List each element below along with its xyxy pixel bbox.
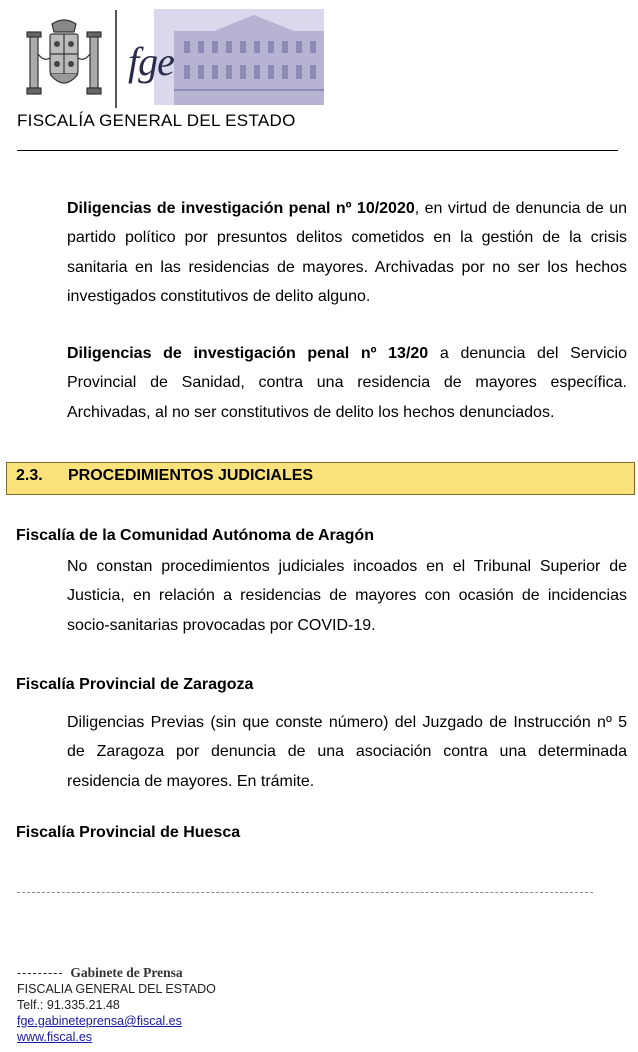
footer-dashed-separator — [17, 892, 593, 893]
paragraph-bold-lead: Diligencias de investigación penal nº 13/20 — [67, 345, 429, 362]
paragraph-body: , en virtud de denuncia de un partido político por presuntos delitos cometidos en la gestión de la crisis sanitaria en las residencias de mayores. Archivadas por no ser los hechos investigados constitutivos de delito alguno. — [67, 200, 628, 305]
coat-of-arms-logo — [24, 14, 104, 106]
footer-department — [17, 965, 183, 981]
section-number: 2.3. — [16, 467, 43, 484]
footer-lead-dashes: --------- — [17, 966, 64, 980]
header-rule — [17, 150, 618, 151]
footer-dept-name: Gabinete de Prensa — [70, 965, 183, 980]
fge-logo-text: fge — [128, 39, 174, 84]
subsection-heading-aragon: Fiscalía de la Comunidad Autónoma de Aragón — [16, 527, 374, 544]
building-logo — [154, 9, 324, 105]
header-divider — [115, 10, 117, 108]
footer-email — [17, 1013, 182, 1029]
subsection-heading-huesca: Fiscalía Provincial de Huesca — [16, 824, 241, 841]
subsection-text-aragon: No constan procedimientos judiciales incoados en el Tribunal Superior de Justicia, en relación a residencias de mayores con ocasión de incidencias socio-sanitarias provocadas por COVID-19. — [67, 558, 627, 634]
website-link[interactable]: www.fiscal.es — [17, 1030, 93, 1044]
organization-name: FISCALÍA GENERAL DEL ESTADO — [17, 111, 296, 130]
paragraph-diligencias-10-2020 — [67, 194, 627, 311]
footer-phone: Telf.: 91.335.21.48 — [17, 998, 120, 1012]
footer-organization: FISCALIA GENERAL DEL ESTADO — [17, 982, 216, 996]
paragraph-bold-lead: Diligencias de investigación penal nº 10/2020 — [67, 200, 415, 217]
email-link[interactable]: fge.gabineteprensa@fiscal.es — [17, 1014, 182, 1028]
footer-website — [17, 1029, 92, 1045]
paragraph-body: a denuncia del Servicio Provincial de Sanidad, contra una residencia de mayores específica. Archivadas, al no ser constitutivos de delito los hechos denunciados. — [67, 345, 627, 421]
subsection-text-zaragoza: Diligencias Previas (sin que conste número) del Juzgado de Instrucción nº 5 de Zaragoza por denuncia de una asociación contra una determinada residencia de mayores. En trámite. — [67, 714, 627, 790]
subsection-heading-zaragoza: Fiscalía Provincial de Zaragoza — [16, 676, 254, 693]
paragraph-diligencias-13-20 — [67, 339, 627, 427]
section-title: PROCEDIMIENTOS JUDICIALES — [68, 467, 314, 484]
